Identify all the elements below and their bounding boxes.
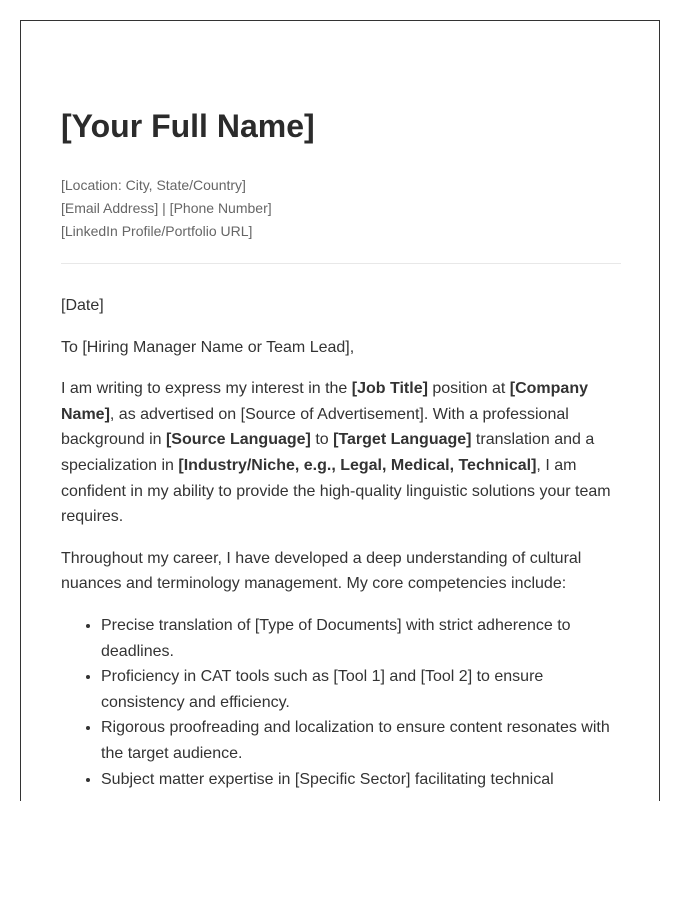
- intro-text: position at: [427, 380, 510, 398]
- company-name-placeholder: [Company Name]: [61, 380, 588, 423]
- intro-paragraph: [61, 376, 621, 530]
- contact-email-phone: [Email Address] | [Phone Number]: [61, 200, 272, 216]
- list-item: • Rigorous proofreading and localization to ensure content resonates with the target audience.: [101, 715, 621, 766]
- contact-linkedin: [LinkedIn Profile/Portfolio URL]: [61, 223, 253, 239]
- letter-salutation: To [Hiring Manager Name or Team Lead],: [61, 338, 355, 356]
- intro-text: I am writing to express my interest in the: [61, 380, 352, 398]
- source-language-placeholder: [Source Language]: [165, 431, 311, 449]
- competencies-intro: Throughout my career, I have developed a deep understanding of cultural nuances and terminology management. My core competencies include:: [61, 549, 582, 593]
- competencies-list: [61, 613, 621, 792]
- list-item: • Subject matter expertise in [Specific Sector] facilitating technical: [101, 767, 621, 793]
- intro-text: translation and a specialization in: [61, 431, 595, 474]
- list-item: • Precise translation of [Type of Documents] with strict adherence to deadlines.: [101, 613, 621, 664]
- contact-block: [61, 174, 621, 243]
- intro-text: , as advertised on [Source of Advertisement]. With a professional background in: [61, 405, 569, 449]
- target-language-placeholder: [Target Language]: [333, 431, 472, 449]
- applicant-name: [Your Full Name]: [61, 108, 315, 144]
- header-divider: [61, 263, 621, 264]
- industry-placeholder: [Industry/Niche, e.g., Legal, Medical, Technical]: [178, 456, 537, 474]
- intro-text: to: [310, 431, 334, 449]
- letter-body: [61, 293, 621, 792]
- intro-text: , I am confident in my ability to provide the high-quality linguistic solutions your team requires.: [61, 456, 611, 526]
- contact-location: [Location: City, State/Country]: [61, 177, 246, 193]
- list-item: • Proficiency in CAT tools such as [Tool 1] and [Tool 2] to ensure consistency and efficiency.: [101, 664, 621, 715]
- job-title-placeholder: [Job Title]: [351, 380, 428, 398]
- letter-page: [20, 20, 660, 801]
- letter-date: [Date]: [61, 297, 104, 314]
